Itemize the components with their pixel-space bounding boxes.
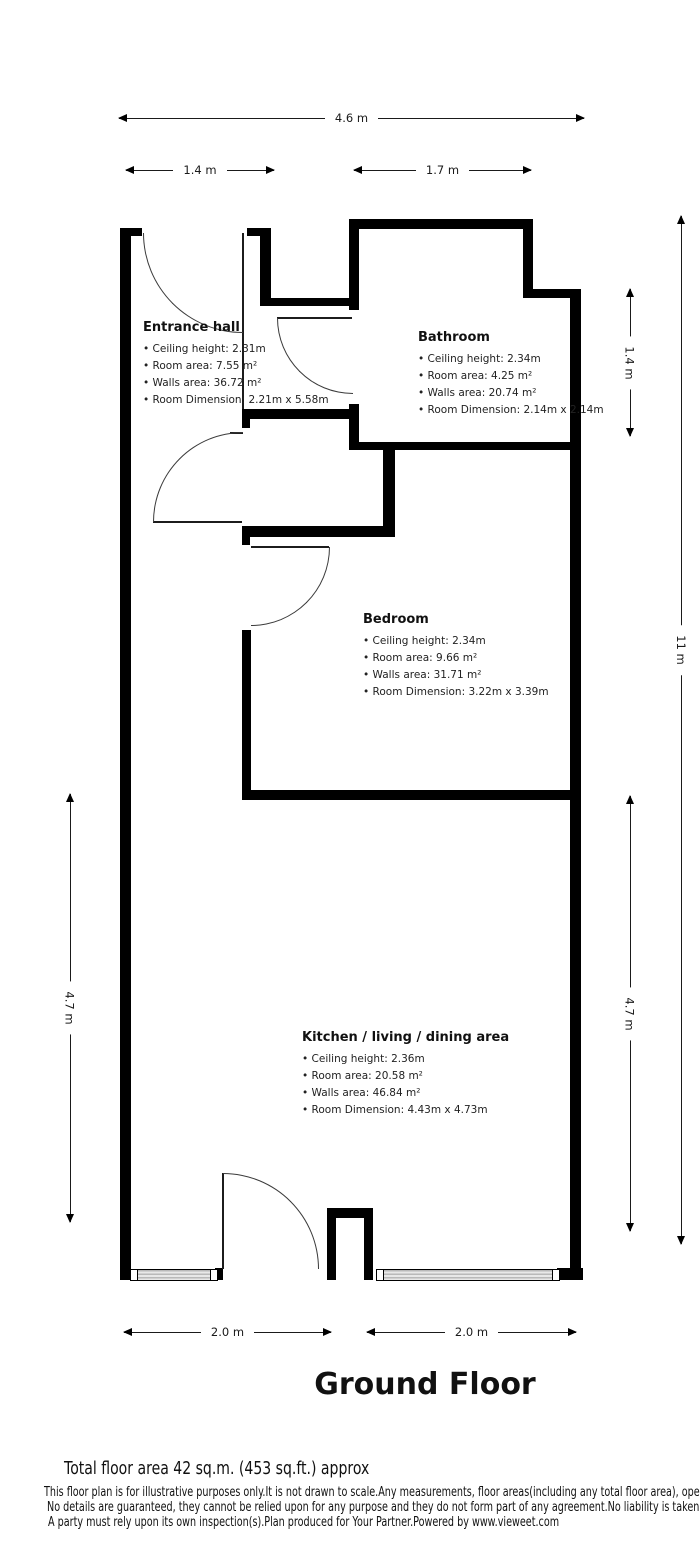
dimension-top-left xyxy=(125,162,275,178)
dimension-top-right xyxy=(353,162,532,178)
bathroom-wall-bottom xyxy=(350,442,581,450)
room-detail: • Room Dimension: 2.14m x 2.14m xyxy=(418,405,604,416)
window-bottom-right xyxy=(376,1269,560,1281)
room-detail: • Room Dimension: 4.43m x 4.73m xyxy=(302,1105,509,1116)
room-detail: • Ceiling height: 2.36m xyxy=(302,1054,509,1065)
room-detail: • Room area: 9.66 m² xyxy=(363,653,549,664)
disclaimer-line: No details are guaranteed, they cannot be relied upon for any purpose and they do not form part of any agreement.No liability is taken xyxy=(47,1500,700,1515)
dimension-right-kitchen xyxy=(622,795,638,1232)
dimension-line xyxy=(681,216,682,1244)
hallway-door-arc xyxy=(153,432,243,522)
room-detail: • Ceiling height: 2.31m xyxy=(143,344,329,355)
room-detail: • Walls area: 20.74 m² xyxy=(418,388,604,399)
room-detail: • Room area: 7.55 m² xyxy=(143,361,329,372)
outer-wall-left xyxy=(120,228,131,1280)
dimension-left-kitchen xyxy=(62,793,78,1223)
kitchen-door-arc xyxy=(223,1173,319,1269)
room-detail: • Walls area: 36.72 m² xyxy=(143,378,329,389)
room-bathroom xyxy=(418,330,604,422)
room-detail: • Room area: 20.58 m² xyxy=(302,1071,509,1082)
room-title: Entrance hall xyxy=(143,320,240,335)
bedroom-wall-top xyxy=(242,526,391,537)
room-detail: • Walls area: 31.71 m² xyxy=(363,670,549,681)
dimension-bottom-left xyxy=(123,1324,332,1339)
dimension-label: 2.0 m xyxy=(201,1324,254,1340)
room-details xyxy=(418,354,604,416)
dimension-right-bathroom xyxy=(622,288,638,437)
room-details xyxy=(302,1054,509,1116)
closet-wall-right xyxy=(383,450,395,537)
bottom-pillar-top xyxy=(327,1208,373,1218)
bottom-pillar-right xyxy=(364,1208,373,1280)
room-details xyxy=(143,344,329,406)
room-title: Bathroom xyxy=(418,330,490,345)
dimension-label: 4.6 m xyxy=(325,110,378,126)
bedroom-wall-left xyxy=(242,630,251,800)
top-wall-left-stub xyxy=(120,228,142,236)
room-detail: • Walls area: 46.84 m² xyxy=(302,1088,509,1099)
room-detail: • Room Dimension: 2.21m x 5.58m xyxy=(143,395,329,406)
room-bedroom xyxy=(363,612,549,704)
dimension-label: 1.4 m xyxy=(622,336,638,389)
dimension-label: 4.7 m xyxy=(62,981,78,1034)
entrance-recess-wall-horizontal xyxy=(260,298,352,306)
bathroom-wall-left-upper xyxy=(349,219,359,310)
dimension-label: 1.4 m xyxy=(173,162,226,178)
disclaimer-line: A party must rely upon its own inspection(s).Plan produced for Your Partner.Powered by www.vieweet.com xyxy=(48,1515,560,1530)
bottom-pillar-left xyxy=(327,1208,336,1280)
room-detail: • Room area: 4.25 m² xyxy=(418,371,604,382)
entrance-recess-wall-vertical xyxy=(260,228,271,306)
entrance-door-arc xyxy=(143,233,243,333)
bedroom-wall-bottom xyxy=(242,790,581,800)
bedroom-door-arc xyxy=(251,547,330,626)
dimension-top-overall xyxy=(118,110,585,126)
dimension-label: 2.0 m xyxy=(445,1324,498,1340)
dimension-label: 11 m xyxy=(673,625,689,675)
dimension-right-overall xyxy=(673,215,689,1245)
outer-wall-right xyxy=(570,289,581,1280)
room-kitchen-living-dining xyxy=(302,1030,509,1122)
room-title: Kitchen / living / dining area xyxy=(302,1030,510,1045)
disclaimer-line: This floor plan is for illustrative purposes only.It is not drawn to scale.Any measurements, floor areas(including any total floor area), ope xyxy=(44,1485,700,1500)
bathroom-wall-top xyxy=(349,219,533,229)
room-entrance-hall xyxy=(143,320,329,412)
room-details xyxy=(363,636,549,698)
room-detail: • Room Dimension: 3.22m x 3.39m xyxy=(363,687,549,698)
dimension-label: 1.7 m xyxy=(416,162,469,178)
dimension-bottom-right xyxy=(366,1324,577,1339)
bedroom-wall-top-stub xyxy=(242,526,250,545)
room-title: Bedroom xyxy=(363,612,429,627)
window-bottom-left xyxy=(130,1269,218,1281)
floor-title: Ground Floor xyxy=(314,1367,536,1402)
room-detail: • Ceiling height: 2.34m xyxy=(418,354,604,365)
total-floor-area: Total floor area 42 sq.m. (453 sq.ft.) approx xyxy=(64,1458,370,1479)
top-right-step-vertical xyxy=(523,219,533,298)
bottom-wall-right-corner xyxy=(557,1268,583,1280)
room-detail: • Ceiling height: 2.34m xyxy=(363,636,549,647)
dimension-label: 4.7 m xyxy=(622,987,638,1040)
